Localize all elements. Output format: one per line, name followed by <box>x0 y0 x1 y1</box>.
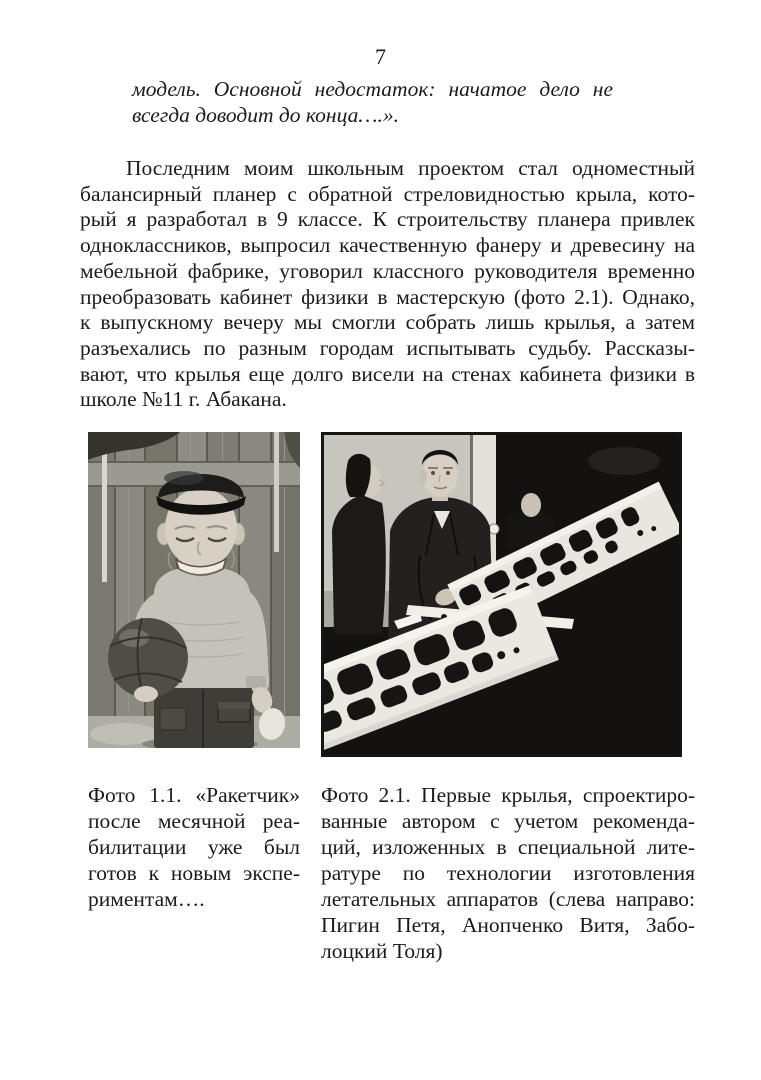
trousers <box>154 688 254 748</box>
caption-photo-2-1: Фото 2.1. Первые крылья, спроектиро- ванные автором с учетом рекоменда- ций, изложенных в специальной лите- ратуре по технологии изготовления летательных аппаратов (слева направо: Пигин Петя, Анопченко Витя, Забо- лоцкий Толя) <box>321 783 695 963</box>
ball <box>108 618 188 698</box>
body-paragraph: Последним моим школьным проектом стал одноместный балансирный планер с обратной стреловидностью крыла, кото- рый я разработал в 9 классе. К строительству планера привлек одноклассников, выпросил качественную фанеру и древесину на мебельной фабрике, уговорил классного руководителя временно преобразовать кабинет физики в мастерскую (фото 2.1). Однако, к выпускному вечеру мы смогли собрать лишь крылья, а затем разъехались по разным городам испытывать судьбу. Рассказы- вают, что крылья еще долго висели на стенах кабинета физики в школе №11 г. Абакана. <box>80 156 695 412</box>
page-number: 7 <box>375 44 386 69</box>
photo-glider-wings <box>321 432 682 757</box>
quote-block: модель. Основной недостаток: начатое дело не всегда доводит до конца….». <box>132 77 613 127</box>
caption-photo-1-1: Фото 1.1. «Ракетчик» после месячной реа- билитации уже был готов к новым экспе- риментам…. <box>88 783 300 911</box>
door-knob <box>489 524 499 534</box>
boy-photo-illustration <box>88 432 300 748</box>
photo-boy-with-ball <box>88 432 300 748</box>
left-hand <box>134 686 158 702</box>
wing-photo-illustration <box>324 435 679 754</box>
